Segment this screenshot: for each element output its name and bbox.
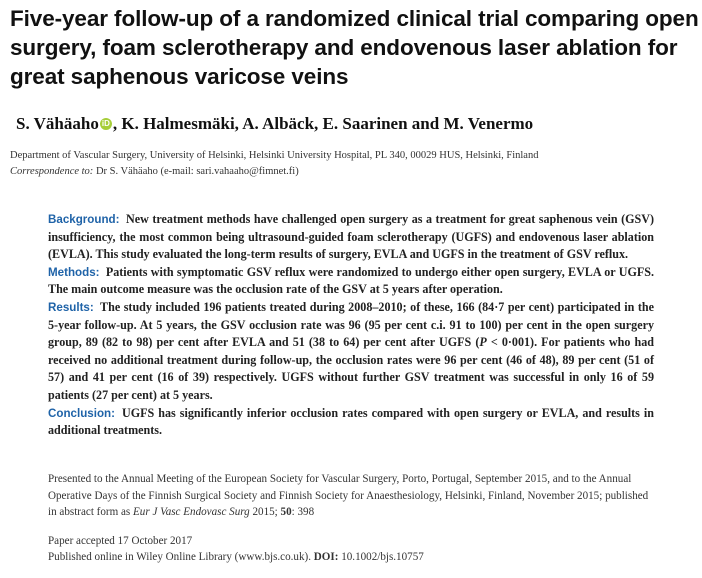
journal-pages: : 398 xyxy=(291,506,315,518)
abstract-conclusion xyxy=(48,405,654,440)
correspondence-text: Dr S. Vähäaho (e-mail: sari.vahaaho@fimnet.fi) xyxy=(93,166,299,177)
author-list xyxy=(16,113,696,135)
affiliation-block xyxy=(10,148,690,180)
doi-value[interactable]: 10.1002/bjs.10757 xyxy=(338,551,424,563)
conclusion-label: Conclusion: xyxy=(48,406,115,420)
other-authors: , K. Halmesmäki, A. Albäck, E. Saarinen and M. Venermo xyxy=(112,114,534,133)
background-text: New treatment methods have challenged open surgery as a treatment for great saphenous vein (GSV) insufficiency, the most common being ultrasound-guided foam sclerotherapy (UGFS) and endovenous laser ablation (EVLA). This study evaluated the long-term results of surgery, EVLA and UGFS in the treatment of GSV reflux. xyxy=(48,212,654,262)
published-note xyxy=(48,549,658,566)
orcid-icon[interactable]: iD xyxy=(101,119,110,128)
abstract-methods xyxy=(48,264,654,299)
journal-name: Eur J Vasc Endovasc Surg xyxy=(133,506,250,518)
results-text-a: The study included 196 patients treated during 2008–2010; of these, 166 (84·7 per cent) participated in the 5-year follow-up. At 5 years, the GSV occlusion rate was 96 (95 per cent c.i. 91 to 100) per cent in the open surgery group, 89 (82 to 98) per cent after EVLA and 51 (38 to 64) per cent after UGFS ( xyxy=(48,299,654,350)
methods-label: Methods: xyxy=(48,265,100,279)
accepted-date: Paper accepted 17 October 2017 xyxy=(48,534,193,547)
results-text-b: < 0·001). For patients who had received no additional treatment during follow-up, the occlusion rates were 96 per cent (46 of 48), 89 per cent (51 of 57) and 41 per cent (16 of 39) respectively. UGFS without further GSV treatment was successful in only 16 of 59 patients (27 per cent) at 5 years. xyxy=(48,335,654,402)
results-label: Results: xyxy=(48,300,94,314)
abstract-results xyxy=(48,299,654,405)
correspondence xyxy=(10,164,690,180)
journal-year: 2015; xyxy=(249,506,281,518)
presented-text: Presented to the Annual Meeting of the European Society for Vascular Surgery, Porto, Portugal, September 2015, and to the Annual Operative Days of the Finnish Surgical Society and Finnish Society for Anaesthesiology, Helsinki, Finland, November 2015; published in abstract form as xyxy=(48,473,649,518)
doi-label: DOI: xyxy=(313,551,339,563)
methods-text: Patients with symptomatic GSV reflux were randomized to undergo either open surgery, EVLA or UGFS. The main outcome measure was the occlusion rate of the GSV at 5 years after operation. xyxy=(48,264,654,297)
abstract xyxy=(48,211,654,440)
first-author: S. Vähäaho xyxy=(16,114,99,133)
journal-volume: 50 xyxy=(280,506,292,518)
correspondence-label: Correspondence to: xyxy=(10,166,94,177)
publication-notes xyxy=(48,471,658,566)
abstract-background xyxy=(48,211,654,264)
paper-title: Five-year follow-up of a randomized clinical trial comparing open surgery, foam sclerotherapy and endovenous laser ablation for great saphenous varicose veins xyxy=(10,6,699,89)
affiliation: Department of Vascular Surgery, University of Helsinki, Helsinki University Hospital, PL 340, 00029 HUS, Helsinki, Finland xyxy=(10,150,539,161)
results-p-value: P xyxy=(479,335,487,350)
background-label: Background: xyxy=(48,213,120,226)
conclusion-text: UGFS has significantly inferior occlusion rates compared with open surgery or EVLA, and results in additional treatments. xyxy=(48,405,654,438)
presented-note xyxy=(48,471,658,521)
published-text: Published online in Wiley Online Library (www.bjs.co.uk). xyxy=(48,551,314,563)
